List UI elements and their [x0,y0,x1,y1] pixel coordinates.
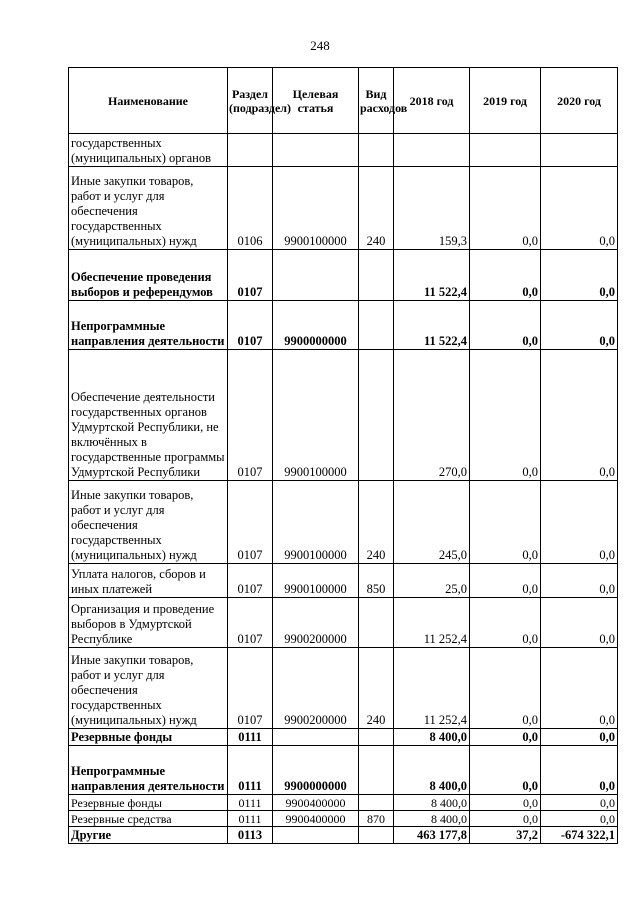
cell-section: 0107 [228,648,273,729]
cell-2018: 159,3 [394,167,470,250]
cell-2018: 245,0 [394,481,470,564]
cell-2018: 11 252,4 [394,648,470,729]
header-target: Целевая статья [273,68,359,134]
cell-type [359,795,394,811]
cell-2020 [541,134,618,167]
table-row [69,167,618,250]
cell-2020: 0,0 [541,648,618,729]
header-2018: 2018 год [394,68,470,134]
cell-name: Организация и проведение выборов в Удмуртской Республике [69,598,228,648]
cell-2020: 0,0 [541,350,618,481]
cell-target: 9900000000 [273,746,359,795]
cell-section: 0107 [228,481,273,564]
cell-target: 9900400000 [273,795,359,811]
cell-2020: -674 322,1 [541,827,618,844]
table-row [69,350,618,481]
table-row [69,729,618,746]
cell-type [359,827,394,844]
cell-target [273,729,359,746]
table-row [69,564,618,598]
cell-section: 0106 [228,167,273,250]
cell-2019: 0,0 [470,350,541,481]
cell-type [359,250,394,301]
header-section: Раздел (подраздел) [228,68,273,134]
cell-section: 0111 [228,729,273,746]
cell-section: 0111 [228,795,273,811]
cell-section: 0113 [228,827,273,844]
cell-name: Обеспечение проведения выборов и референдумов [69,250,228,301]
cell-2020: 0,0 [541,795,618,811]
cell-section: 0107 [228,564,273,598]
table-row [69,648,618,729]
cell-target: 9900100000 [273,350,359,481]
cell-2018: 8 400,0 [394,729,470,746]
cell-target: 9900100000 [273,564,359,598]
cell-name: Другие [69,827,228,844]
cell-2020: 0,0 [541,746,618,795]
cell-2018: 8 400,0 [394,746,470,795]
cell-2020: 0,0 [541,729,618,746]
budget-table [68,67,618,844]
cell-name: Резервные средства [69,811,228,827]
cell-type [359,350,394,481]
cell-2020: 0,0 [541,250,618,301]
cell-2018: 8 400,0 [394,811,470,827]
cell-2019: 0,0 [470,729,541,746]
table-row [69,598,618,648]
cell-name: Непрограммные направления деятельности [69,746,228,795]
cell-section [228,134,273,167]
cell-2019: 0,0 [470,167,541,250]
page-number: 248 [310,38,330,53]
header-name: Наименование [69,68,228,134]
table-row [69,134,618,167]
cell-2019: 0,0 [470,746,541,795]
table-row [69,795,618,811]
cell-target: 9900400000 [273,811,359,827]
cell-target: 9900100000 [273,167,359,250]
cell-type: 240 [359,481,394,564]
cell-type: 240 [359,648,394,729]
cell-section: 0111 [228,811,273,827]
cell-name: государственных (муниципальных) органов [69,134,228,167]
table-row [69,250,618,301]
cell-2020: 0,0 [541,167,618,250]
cell-2018 [394,134,470,167]
cell-section: 0107 [228,301,273,350]
cell-target: 9900100000 [273,481,359,564]
cell-2019: 0,0 [470,648,541,729]
cell-2019: 0,0 [470,598,541,648]
cell-2020: 0,0 [541,564,618,598]
header-row [69,68,618,134]
cell-2018: 11 522,4 [394,301,470,350]
cell-section: 0111 [228,746,273,795]
cell-type [359,301,394,350]
cell-target [273,827,359,844]
cell-2018: 25,0 [394,564,470,598]
cell-2019: 37,2 [470,827,541,844]
table-row [69,481,618,564]
cell-2018: 8 400,0 [394,795,470,811]
cell-name: Иные закупки товаров, работ и услуг для обеспечения государственных (муниципальных) нужд [69,648,228,729]
cell-name: Иные закупки товаров, работ и услуг для обеспечения государственных (муниципальных) нужд [69,481,228,564]
cell-2019: 0,0 [470,811,541,827]
cell-target [273,250,359,301]
cell-target: 9900000000 [273,301,359,350]
cell-2019: 0,0 [470,564,541,598]
cell-name: Непрограммные направления деятельности [69,301,228,350]
cell-type: 870 [359,811,394,827]
cell-type: 850 [359,564,394,598]
cell-name: Резервные фонды [69,729,228,746]
header-2019: 2019 год [470,68,541,134]
cell-type: 240 [359,167,394,250]
cell-2020: 0,0 [541,301,618,350]
cell-section: 0107 [228,598,273,648]
cell-type [359,746,394,795]
table-row [69,746,618,795]
cell-2019 [470,134,541,167]
cell-2020: 0,0 [541,598,618,648]
cell-target: 9900200000 [273,598,359,648]
cell-name: Резервные фонды [69,795,228,811]
cell-2018: 11 522,4 [394,250,470,301]
cell-target [273,134,359,167]
table-row [69,301,618,350]
cell-target: 9900200000 [273,648,359,729]
cell-2019: 0,0 [470,481,541,564]
cell-type [359,598,394,648]
cell-name: Уплата налогов, сборов и иных платежей [69,564,228,598]
cell-2018: 11 252,4 [394,598,470,648]
cell-section: 0107 [228,350,273,481]
cell-2018: 270,0 [394,350,470,481]
cell-type [359,729,394,746]
cell-name: Обеспечение деятельности государственных органов Удмуртской Республики, не включённых в государственные программы Удмуртской Республики [69,350,228,481]
cell-section: 0107 [228,250,273,301]
cell-2020: 0,0 [541,481,618,564]
header-2020: 2020 год [541,68,618,134]
cell-2019: 0,0 [470,301,541,350]
cell-2020: 0,0 [541,811,618,827]
cell-name: Иные закупки товаров, работ и услуг для обеспечения государственных (муниципальных) нужд [69,167,228,250]
cell-2019: 0,0 [470,250,541,301]
table-row [69,827,618,844]
table-row [69,811,618,827]
cell-type [359,134,394,167]
header-expense-type: Вид расходов [359,68,394,134]
cell-2019: 0,0 [470,795,541,811]
cell-2018: 463 177,8 [394,827,470,844]
